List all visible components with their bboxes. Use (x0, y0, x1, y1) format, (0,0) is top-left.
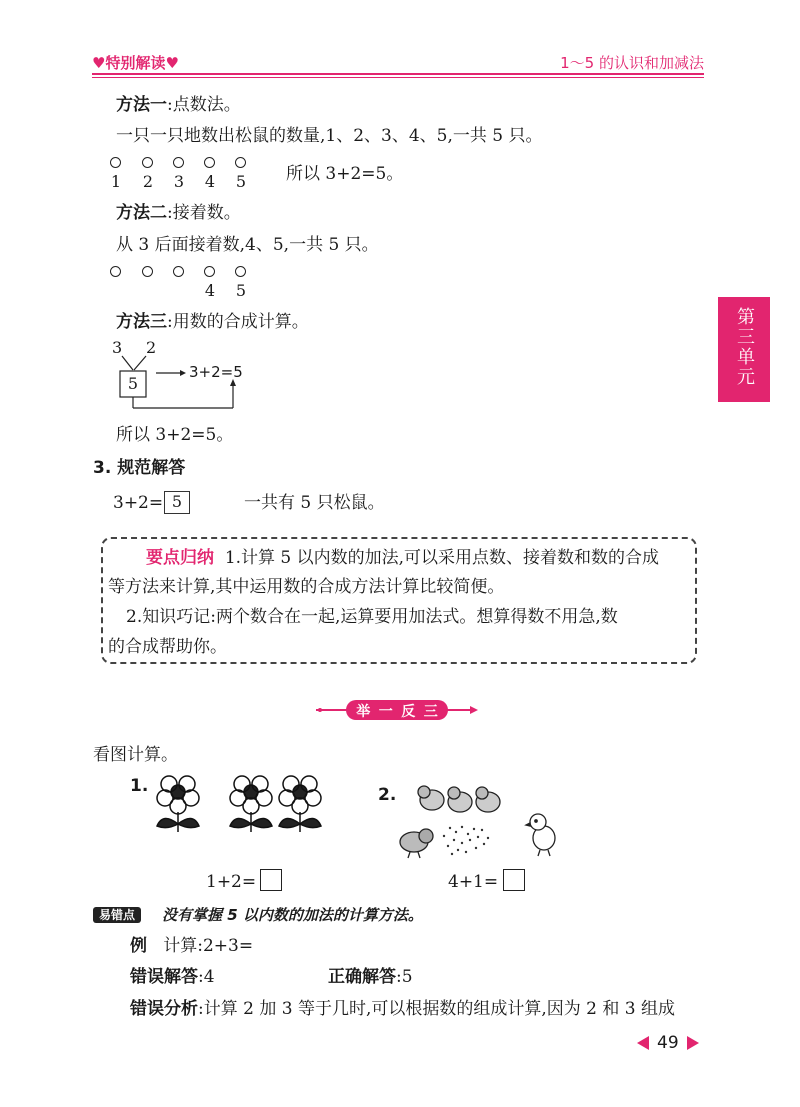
banner-text (352, 701, 442, 721)
dot-circle (235, 157, 246, 168)
tips-line-1 (146, 547, 659, 569)
banner-char: 举 (356, 704, 371, 720)
analysis-label: 错误分析 (130, 999, 198, 1019)
example-label: 例 (130, 936, 147, 956)
mistake-tag (93, 904, 141, 923)
tips-line-4: 的合成帮助你。 (108, 637, 227, 657)
section-banner (316, 697, 478, 723)
count-number: 1 (110, 172, 122, 191)
composition-diagram (108, 338, 258, 416)
dot-circle (110, 266, 121, 277)
method2-description: 从 3 后面接着数,4、5,一共 5 只。 (116, 235, 379, 255)
method1-title-rest: :点数法。 (167, 95, 241, 115)
dot-circle (173, 157, 184, 168)
dot-circle (142, 266, 153, 277)
dot-circle (110, 157, 121, 168)
banner-char: 反 (401, 704, 416, 720)
chicks-illustration (392, 780, 572, 860)
question2-answer-box[interactable] (503, 869, 525, 891)
method3-heading (116, 311, 309, 333)
method1-result: 所以 3+2=5。 (286, 164, 404, 184)
composition-equation: 3+2=5 (189, 363, 243, 381)
next-page-icon (687, 1036, 699, 1050)
header-rule (92, 73, 704, 75)
section3-answer-text: 一共有 5 只松鼠。 (244, 493, 385, 513)
header-rule-thin (92, 77, 704, 78)
method2-title: 方法二 (116, 203, 167, 223)
page-number: 49 (657, 1033, 679, 1053)
composition-part-right: 2 (146, 338, 157, 357)
right-answer-value: :5 (396, 967, 413, 987)
tips-line-3: 2.知识巧记:两个数合在一起,运算要用加法式。想算得数不用急,数 (126, 607, 618, 627)
unit-side-tab (718, 297, 770, 402)
method1-heading (116, 94, 241, 116)
right-answer-label: 正确解答 (328, 967, 396, 987)
page-number-area (637, 1033, 699, 1053)
analysis-line (130, 998, 675, 1020)
composition-part-left: 3 (112, 338, 123, 357)
method3-title: 方法三 (116, 312, 167, 332)
count-number: 5 (235, 172, 247, 191)
tips-line-2: 等方法来计算,其中运用数的合成方法计算比较简便。 (108, 577, 505, 597)
dot-circle (173, 266, 184, 277)
count-number: 4 (204, 172, 216, 191)
question1-equation: 1+2= (206, 872, 257, 892)
count-number: 5 (235, 281, 247, 300)
dot-circle (204, 157, 215, 168)
analysis-text: :计算 2 加 3 等于几时,可以根据数的组成计算,因为 2 和 3 组成 (198, 999, 676, 1019)
exercise-intro: 看图计算。 (93, 745, 178, 765)
method3-result: 所以 3+2=5。 (116, 425, 234, 445)
banner-char: 三 (423, 704, 438, 720)
question1-answer-box[interactable] (260, 869, 282, 891)
section3-title: 3. 规范解答 (93, 458, 186, 478)
question2-equation: 4+1= (448, 872, 499, 892)
question2-label: 2. (378, 785, 397, 805)
section3-answer-box: 5 (164, 491, 190, 514)
right-answer-line (328, 966, 413, 988)
tips-line1-text: 1.计算 5 以内数的加法,可以采用点数、接着数和数的合成 (224, 548, 660, 568)
unit-side-tab-label: 第三单元 (734, 307, 755, 387)
wrong-answer-line (130, 966, 215, 988)
dot-circle (204, 266, 215, 277)
method1-title: 方法一 (116, 95, 167, 115)
banner-char: 一 (378, 704, 393, 720)
dot-circle (235, 266, 246, 277)
previous-page-icon (637, 1036, 649, 1050)
dot-circle (142, 157, 153, 168)
method2-heading (116, 202, 241, 224)
question1-label: 1. (130, 776, 149, 796)
count-number: 3 (173, 172, 185, 191)
mistake-tag-label: 易错点 (93, 907, 141, 923)
header-left-title: ♥特别解读♥ (92, 54, 179, 72)
header-right-title: 1～5 的认识和加减法 (560, 54, 704, 72)
method1-description: 一只一只地数出松鼠的数量,1、2、3、4、5,一共 5 只。 (116, 126, 543, 146)
method3-title-rest: :用数的合成计算。 (167, 312, 309, 332)
count-number: 4 (204, 281, 216, 300)
composition-total: 5 (127, 374, 139, 393)
method2-title-rest: :接着数。 (167, 203, 241, 223)
section3-equation-prefix: 3+2= (113, 493, 164, 513)
example-text: 计算:2+3= (163, 936, 254, 956)
tips-title: 要点归纳 (146, 548, 214, 568)
mistake-description: 没有掌握 5 以内数的加法的计算方法。 (162, 906, 423, 924)
flowers-illustration (145, 774, 335, 836)
count-number: 2 (142, 172, 154, 191)
wrong-answer-value: :4 (198, 967, 215, 987)
wrong-answer-label: 错误解答 (130, 967, 198, 987)
example-line (130, 935, 253, 957)
